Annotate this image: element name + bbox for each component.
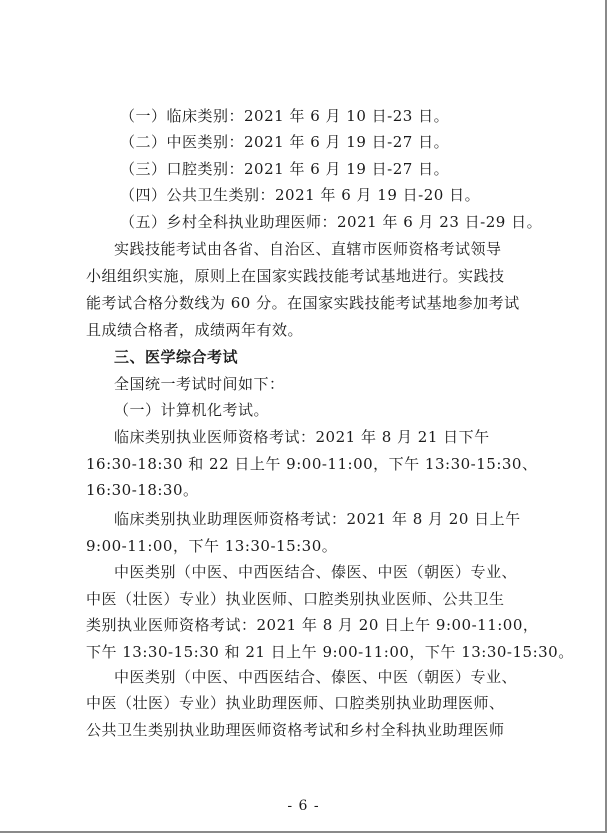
text-line: 全国统一考试时间如下： xyxy=(114,375,285,393)
text-line: 实践技能考试由各省、自治区、直辖市医师资格考试领导 xyxy=(114,240,502,258)
text-line: 下午 13:30-15:30 和 21 日上午 9:00-11:00，下午 13:30-15:30。 xyxy=(86,643,574,661)
text-line: 临床类别执业医师资格考试：2021 年 8 月 21 日下午 xyxy=(114,428,490,446)
text-line: （五）乡村全科执业助理医师：2021 年 6 月 23 日-29 日。 xyxy=(120,213,543,231)
text-line: 中医（壮医）专业）执业医师、口腔类别执业医师、公共卫生 xyxy=(86,590,505,608)
text-line: （三）口腔类别：2021 年 6 月 19 日-27 日。 xyxy=(120,160,450,178)
text-line: 中医类别（中医、中西医结合、傣医、中医（朝医）专业、 xyxy=(114,668,518,686)
text-line: 小组组织实施，原则上在国家实践技能考试基地进行。实践技 xyxy=(86,267,505,285)
text-line: 且成绩合格者，成绩两年有效。 xyxy=(86,321,304,339)
text-line: （一）计算机化考试。 xyxy=(114,401,270,419)
text-line: 中医类别（中医、中西医结合、傣医、中医（朝医）专业、 xyxy=(114,563,518,581)
text-line: 中医（壮医）专业）执业助理医师、口腔类别执业助理医师、 xyxy=(86,694,505,712)
text-line: 16:30-18:30。 xyxy=(86,481,199,499)
text-line: （四）公共卫生类别：2021 年 6 月 19 日-20 日。 xyxy=(120,186,481,204)
text-line: 公共卫生类别执业助理医师资格考试和乡村全科执业助理医师 xyxy=(86,721,505,739)
text-line: 9:00-11:00，下午 13:30-15:30。 xyxy=(86,537,338,555)
text-line: （二）中医类别：2021 年 6 月 19 日-27 日。 xyxy=(120,133,450,151)
text-line: 能考试合格分数线为 60 分。在国家实践技能考试基地参加考试 xyxy=(86,294,520,312)
text-line: 类别执业医师资格考试：2021 年 8 月 20 日上午 9:00-11:00， xyxy=(86,616,539,634)
section-heading: 三、医学综合考试 xyxy=(114,348,239,366)
text-line: 临床类别执业助理医师资格考试：2021 年 8 月 20 日上午 xyxy=(114,510,521,528)
text-line: 16:30-18:30 和 22 日上午 9:00-11:00，下午 13:30-15:30、 xyxy=(86,455,538,473)
page-number: - 6 - xyxy=(287,798,320,814)
text-line: （一）临床类别：2021 年 6 月 10 日-23 日。 xyxy=(120,107,450,125)
